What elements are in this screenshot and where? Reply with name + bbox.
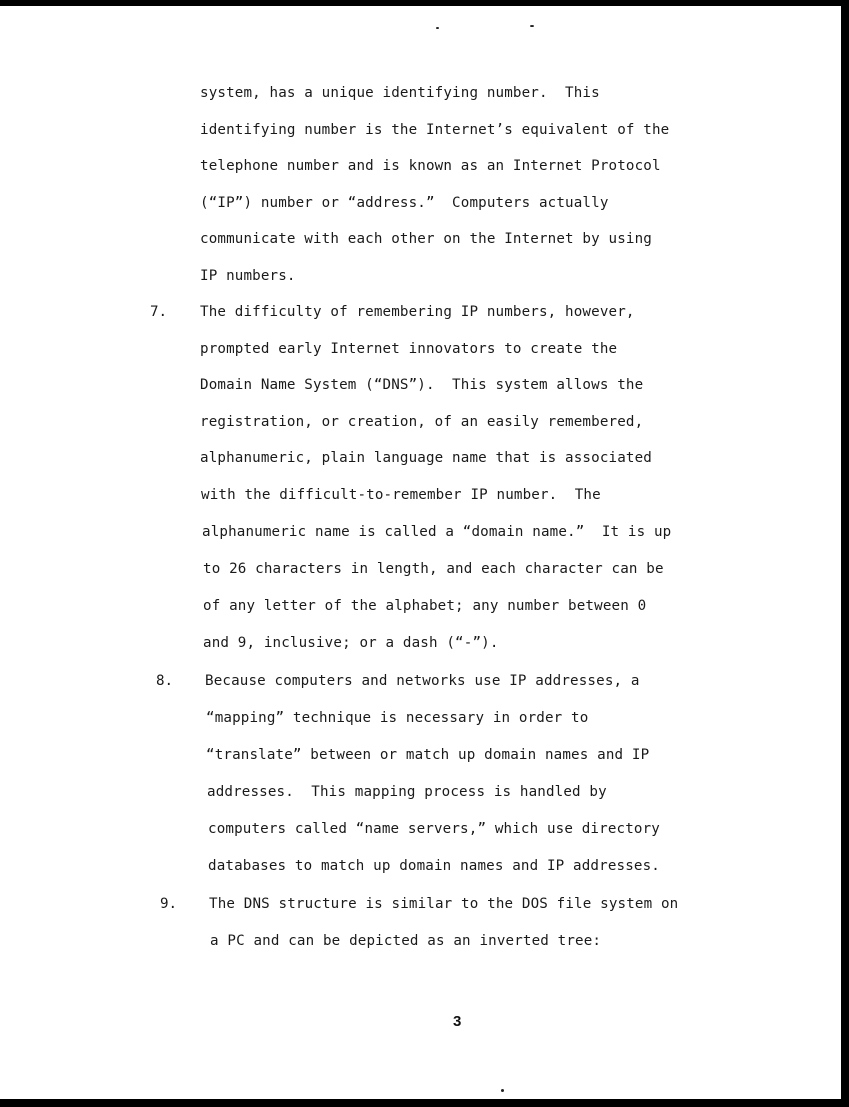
scan-speck	[501, 1089, 504, 1092]
paragraph-line: “translate” between or match up domain names and IP	[206, 747, 650, 763]
paragraph-number: 9.	[160, 896, 178, 912]
paragraph-number: 8.	[156, 673, 174, 689]
paragraph-line: The difficulty of remembering IP numbers, however,	[200, 304, 635, 320]
paragraph-line: Domain Name System (“DNS”). This system allows the	[200, 377, 644, 393]
scan-border-right	[841, 0, 849, 1107]
paragraph-line: alphanumeric name is called a “domain name.” It is up	[202, 524, 672, 540]
paragraph-line: and 9, inclusive; or a dash (“-”).	[203, 635, 499, 651]
scan-border-bottom	[0, 1099, 849, 1107]
intro-line: identifying number is the Internet’s equivalent of the	[200, 122, 670, 138]
paragraph-line: with the difficult-to-remember IP number. The	[201, 487, 601, 503]
paragraph-line: of any letter of the alphabet; any number between 0	[203, 598, 647, 614]
intro-line: system, has a unique identifying number. This	[200, 85, 600, 101]
intro-line: IP numbers.	[200, 268, 296, 284]
paragraph-line: databases to match up domain names and IP addresses.	[208, 858, 660, 874]
paragraph-line: addresses. This mapping process is handled by	[207, 784, 607, 800]
paragraph-line: Because computers and networks use IP addresses, a	[205, 673, 640, 689]
intro-line: (“IP”) number or “address.” Computers actually	[200, 195, 609, 211]
paragraph-line: a PC and can be depicted as an inverted tree:	[210, 933, 602, 949]
paragraph-number: 7.	[150, 304, 168, 320]
paragraph-line: alphanumeric, plain language name that is associated	[200, 450, 652, 466]
scan-border-top	[0, 0, 849, 6]
intro-line: communicate with each other on the Internet by using	[200, 231, 652, 247]
paragraph-line: registration, or creation, of an easily remembered,	[200, 414, 644, 430]
page-number: 3	[453, 1013, 462, 1030]
scan-speck	[530, 25, 534, 27]
paragraph-line: The DNS structure is similar to the DOS file system on	[209, 896, 679, 912]
scan-speck	[436, 27, 439, 29]
intro-line: telephone number and is known as an Internet Protocol	[200, 158, 661, 174]
paragraph-line: “mapping” technique is necessary in order to	[206, 710, 589, 726]
paragraph-line: computers called “name servers,” which use directory	[208, 821, 660, 837]
paragraph-line: prompted early Internet innovators to create the	[200, 341, 618, 357]
paragraph-line: to 26 characters in length, and each character can be	[203, 561, 664, 577]
